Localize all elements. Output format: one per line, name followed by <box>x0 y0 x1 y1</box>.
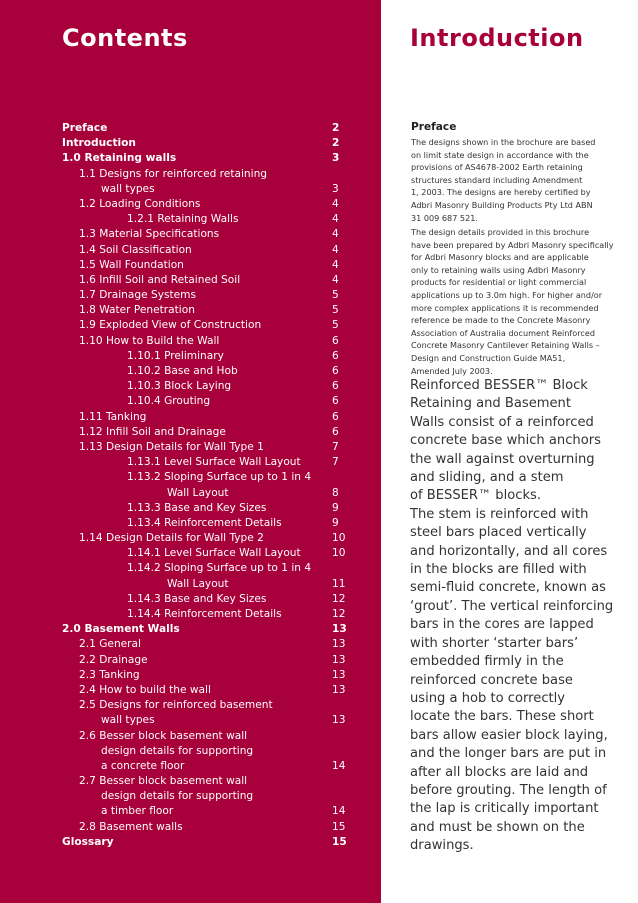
toc-entry <box>62 729 344 744</box>
toc-entry <box>62 789 344 804</box>
toc-entry-page: 4 <box>332 243 339 256</box>
toc-entry <box>62 592 344 607</box>
toc-entry <box>62 470 344 485</box>
toc-entry-title: 2.7 Besser block basement wall <box>79 775 248 788</box>
toc-entry-title: Preface <box>62 122 108 134</box>
toc-entry-page: 5 <box>332 289 339 302</box>
toc-entry <box>62 151 344 166</box>
preface-line: The design details provided in this brochure <box>411 227 590 237</box>
toc-entry-title: 2.4 How to build the wall <box>79 683 211 696</box>
body-line: after all blocks are laid and <box>410 764 589 780</box>
toc-entry <box>62 136 344 151</box>
toc-entry <box>62 637 344 652</box>
toc-entry <box>62 759 344 774</box>
toc-entry <box>62 531 344 546</box>
toc-entry <box>62 486 344 501</box>
toc-entry-title: 1.8 Water Penetration <box>79 304 195 317</box>
toc-entry-page: 7 <box>332 440 339 453</box>
toc-entry <box>62 440 344 455</box>
toc-entry-title: 1.10.1 Preliminary <box>127 349 224 362</box>
toc-entry-page: 13 <box>332 623 347 636</box>
preface-line: provisions of AS4678-2002 Earth retaining <box>411 162 583 173</box>
toc-entry-page: 13 <box>332 668 346 681</box>
toc-entry <box>62 835 347 850</box>
toc-entry-title: 1.14.3 Base and Key Sizes <box>127 592 267 605</box>
preface-line: on limit state design in accordance with the <box>411 149 589 160</box>
body-line: embedded firmly in the <box>410 654 564 670</box>
preface-line: Association of Australia document Reinforced <box>411 327 595 338</box>
toc-entry-page: 5 <box>332 319 339 332</box>
toc-entry-title: 1.13.2 Sloping Surface up to 1 in 4 <box>127 471 312 484</box>
preface-line: 1, 2003. The designs are hereby certified by <box>411 187 591 198</box>
toc-entry-title: design details for supporting <box>101 744 254 757</box>
toc-entry-title: 1.0 Retaining walls <box>62 152 177 165</box>
toc-entry <box>62 379 344 394</box>
toc-entry <box>62 182 344 197</box>
toc-entry-title: 1.7 Drainage Systems <box>79 289 197 302</box>
toc-entry <box>62 288 344 303</box>
toc-entry-title: 1.14 Design Details for Wall Type 2 <box>79 532 264 545</box>
toc-entry-page: 6 <box>332 349 339 362</box>
preface-line: applications up to 3.0m high. For higher and/or <box>411 289 603 300</box>
toc-entry <box>62 622 347 637</box>
toc-entry-title: 1.10.3 Block Laying <box>127 380 232 393</box>
body-line: in the blocks are filled with <box>410 562 587 578</box>
toc-entry-page: 6 <box>332 395 339 408</box>
toc-entry-page: 6 <box>332 410 339 423</box>
preface-line: more complex applications it is recommended <box>411 302 599 313</box>
toc-entry-title: 1.14.2 Sloping Surface up to 1 in 4 <box>127 562 312 575</box>
body-line: ‘grout’. The vertical reinforcing <box>410 598 614 614</box>
toc-entry-page: 13 <box>332 638 346 651</box>
body-line: before grouting. The length of <box>410 782 607 798</box>
toc-entry-page: 6 <box>332 380 339 393</box>
toc-entry <box>62 607 344 622</box>
body-line: and horizontally, and all cores <box>410 543 608 559</box>
toc-entry-page: 4 <box>332 258 339 271</box>
preface-line: Amended July 2003. <box>411 365 493 376</box>
body-line: drawings. <box>410 838 474 854</box>
toc-entry-page: 5 <box>332 304 339 317</box>
preface-line: for Adbri Masonry blocks and are applicable <box>411 252 589 263</box>
body-line: and the longer bars are put in <box>410 746 607 762</box>
preface-paragraph-1 <box>411 136 609 224</box>
toc-entry <box>62 197 344 212</box>
toc-entry-title: design details for supporting <box>101 790 254 803</box>
toc-entry <box>62 546 344 561</box>
toc-entry-title: 1.13.3 Base and Key Sizes <box>127 501 267 514</box>
toc-entry-title: 1.11 Tanking <box>79 410 147 423</box>
toc-entry <box>62 394 344 409</box>
toc-entry <box>62 683 344 698</box>
body-line: bars allow easier block laying, <box>410 727 608 743</box>
toc-entry-page: 4 <box>332 228 339 241</box>
toc-entry-page: 12 <box>332 592 346 605</box>
toc-entry <box>62 820 344 835</box>
body-line: Retaining and Basement <box>410 396 571 412</box>
toc-entry-title: 2.0 Basement Walls <box>62 623 180 636</box>
toc-entry-title: 2.2 Drainage <box>79 653 148 666</box>
toc-entry <box>62 121 344 136</box>
preface-line: Adbri Masonry Building Products Pty Ltd ABN <box>411 199 593 210</box>
contents-title: Contents <box>62 24 188 52</box>
toc-entry-title: a timber floor <box>101 805 174 818</box>
toc-entry <box>62 804 344 819</box>
toc-entry-title: 2.1 General <box>79 638 141 651</box>
preface-heading: Preface <box>411 121 457 133</box>
preface-paragraph-2 <box>411 226 614 377</box>
toc-entry-page: 6 <box>332 425 339 438</box>
toc-entry-title: 1.14.4 Reinforcement Details <box>127 608 282 620</box>
toc-entry-title: 1.2.1 Retaining Walls <box>127 213 239 226</box>
toc-entry <box>62 167 344 182</box>
toc-entry-title: 2.3 Tanking <box>79 668 140 681</box>
toc-entry-title: 1.13 Design Details for Wall Type 1 <box>79 440 264 453</box>
toc-entry <box>62 425 344 440</box>
preface-line: reference be made to the Concrete Masonry <box>411 315 591 326</box>
body-line: steel bars placed vertically <box>410 525 587 541</box>
toc-entry-title: 1.4 Soil Classification <box>79 243 192 256</box>
toc-entry <box>62 516 344 531</box>
toc-entry <box>62 774 344 789</box>
toc-entry-page: 2 <box>332 122 340 134</box>
toc-entry-title: Wall Layout <box>167 486 229 499</box>
toc-entry-page: 7 <box>332 456 339 469</box>
toc-entry-title: a concrete floor <box>101 759 185 772</box>
toc-entry-page: 4 <box>332 273 339 286</box>
toc-entry-page: 13 <box>332 683 346 696</box>
toc-entry-title: 1.9 Exploded View of Construction <box>79 319 262 332</box>
toc-entry <box>62 334 344 349</box>
preface-line: Concrete Masonry Cantilever Retaining Walls – <box>411 340 600 351</box>
toc-entry-title: 1.12 Infill Soil and Drainage <box>79 425 226 438</box>
toc-entry <box>62 668 344 683</box>
toc-entry <box>62 410 344 425</box>
body-line: of BESSER™ blocks. <box>410 488 542 504</box>
body-line: Walls consist of a reinforced <box>410 414 594 430</box>
toc-entry <box>62 455 344 470</box>
body-line: using a hob to correctly <box>410 690 566 706</box>
toc-entry-title: 1.6 Infill Soil and Retained Soil <box>79 273 241 286</box>
toc-entry <box>62 713 344 728</box>
toc-entry <box>62 561 344 576</box>
body-line: The stem is reinforced with <box>410 506 589 522</box>
body-line: reinforced concrete base <box>410 672 573 688</box>
toc-entry-title: 1.10.2 Base and Hob <box>127 365 238 377</box>
body-line: concrete base which anchors <box>410 433 601 449</box>
preface-line: Design and Construction Guide MA51, <box>411 352 566 363</box>
toc-entry-title: 1.3 Material Specifications <box>79 228 220 241</box>
toc-entry-page: 14 <box>332 805 346 818</box>
toc-entry <box>62 227 344 242</box>
preface-line: 31 009 687 521. <box>411 212 478 223</box>
toc-entry <box>62 577 344 592</box>
toc-entry-title: 2.6 Besser block basement wall <box>79 729 248 742</box>
toc-entry-title: 1.1 Designs for reinforced retaining <box>79 167 268 180</box>
toc-entry-title: 1.10 How to Build the Wall <box>79 334 220 347</box>
body-line: bars in the cores are lapped <box>410 617 594 633</box>
toc-entry-title: wall types <box>101 182 155 195</box>
body-line: the lap is critically important <box>410 801 599 817</box>
preface-line: structures standard including Amendment <box>411 174 583 185</box>
body-line: Reinforced BESSER™ Block <box>410 378 588 393</box>
toc-entry-page: 15 <box>332 835 347 848</box>
table-of-contents <box>62 121 347 850</box>
toc-entry-title: 2.8 Basement walls <box>79 820 183 833</box>
preface-line: have been prepared by Adbri Masonry specifically <box>411 239 614 250</box>
toc-entry <box>62 318 344 333</box>
toc-entry-page: 10 <box>332 547 346 560</box>
toc-entry <box>62 303 344 318</box>
toc-entry-title: 1.5 Wall Foundation <box>79 258 184 271</box>
toc-entry-page: 10 <box>332 532 346 545</box>
toc-entry <box>62 653 344 668</box>
toc-entry-title: 1.14.1 Level Surface Wall Layout <box>127 547 301 560</box>
body-line: semi-fluid concrete, known as <box>410 580 606 596</box>
toc-entry-page: 6 <box>332 334 339 347</box>
body-line: and must be shown on the <box>410 819 585 835</box>
toc-entry <box>62 243 344 258</box>
toc-entry-page: 14 <box>332 759 346 772</box>
toc-entry <box>62 212 344 227</box>
toc-entry-page: 13 <box>332 714 346 727</box>
toc-entry <box>62 501 344 516</box>
toc-entry-page: 3 <box>332 152 340 165</box>
toc-entry-title: 1.13.1 Level Surface Wall Layout <box>127 456 301 469</box>
body-line: the wall against overturning <box>410 451 595 467</box>
toc-entry-page: 11 <box>332 577 346 590</box>
introduction-body <box>410 377 622 856</box>
toc-entry-title: wall types <box>101 714 155 727</box>
toc-entry <box>62 364 344 379</box>
preface-line: only to retaining walls using Adbri Masonry <box>411 264 586 275</box>
toc-entry-title: Glossary <box>62 835 114 848</box>
toc-entry <box>62 258 344 273</box>
preface-line: products for residential or light commercial <box>411 277 587 288</box>
introduction-title: Introduction <box>410 24 584 52</box>
toc-entry-page: 6 <box>332 365 339 377</box>
toc-entry <box>62 273 344 288</box>
body-line: locate the bars. These short <box>410 709 594 725</box>
toc-entry-page: 13 <box>332 653 346 666</box>
toc-entry-page: 15 <box>332 820 346 833</box>
body-line: and sliding, and a stem <box>410 470 564 486</box>
toc-entry-page: 3 <box>332 182 339 195</box>
toc-entry-title: Introduction <box>62 137 136 150</box>
toc-entry-page: 9 <box>332 516 339 529</box>
toc-entry-title: 1.10.4 Grouting <box>127 395 211 408</box>
toc-entry-page: 2 <box>332 137 340 150</box>
toc-entry-title: 1.2 Loading Conditions <box>79 197 201 210</box>
toc-entry <box>62 698 344 713</box>
toc-entry-title: Wall Layout <box>167 577 229 590</box>
toc-entry-title: 2.5 Designs for reinforced basement <box>79 699 273 712</box>
toc-entry-page: 4 <box>332 197 339 210</box>
toc-entry-page: 4 <box>332 213 339 226</box>
toc-entry-title: 1.13.4 Reinforcement Details <box>127 516 282 529</box>
toc-entry-page: 12 <box>332 608 346 620</box>
toc-entry-page: 9 <box>332 501 339 514</box>
toc-entry <box>62 744 344 759</box>
preface-line: The designs shown in the brochure are based <box>411 137 596 147</box>
toc-entry-page: 8 <box>332 486 339 499</box>
toc-entry <box>62 349 344 364</box>
body-line: with shorter ‘starter bars’ <box>410 635 579 651</box>
